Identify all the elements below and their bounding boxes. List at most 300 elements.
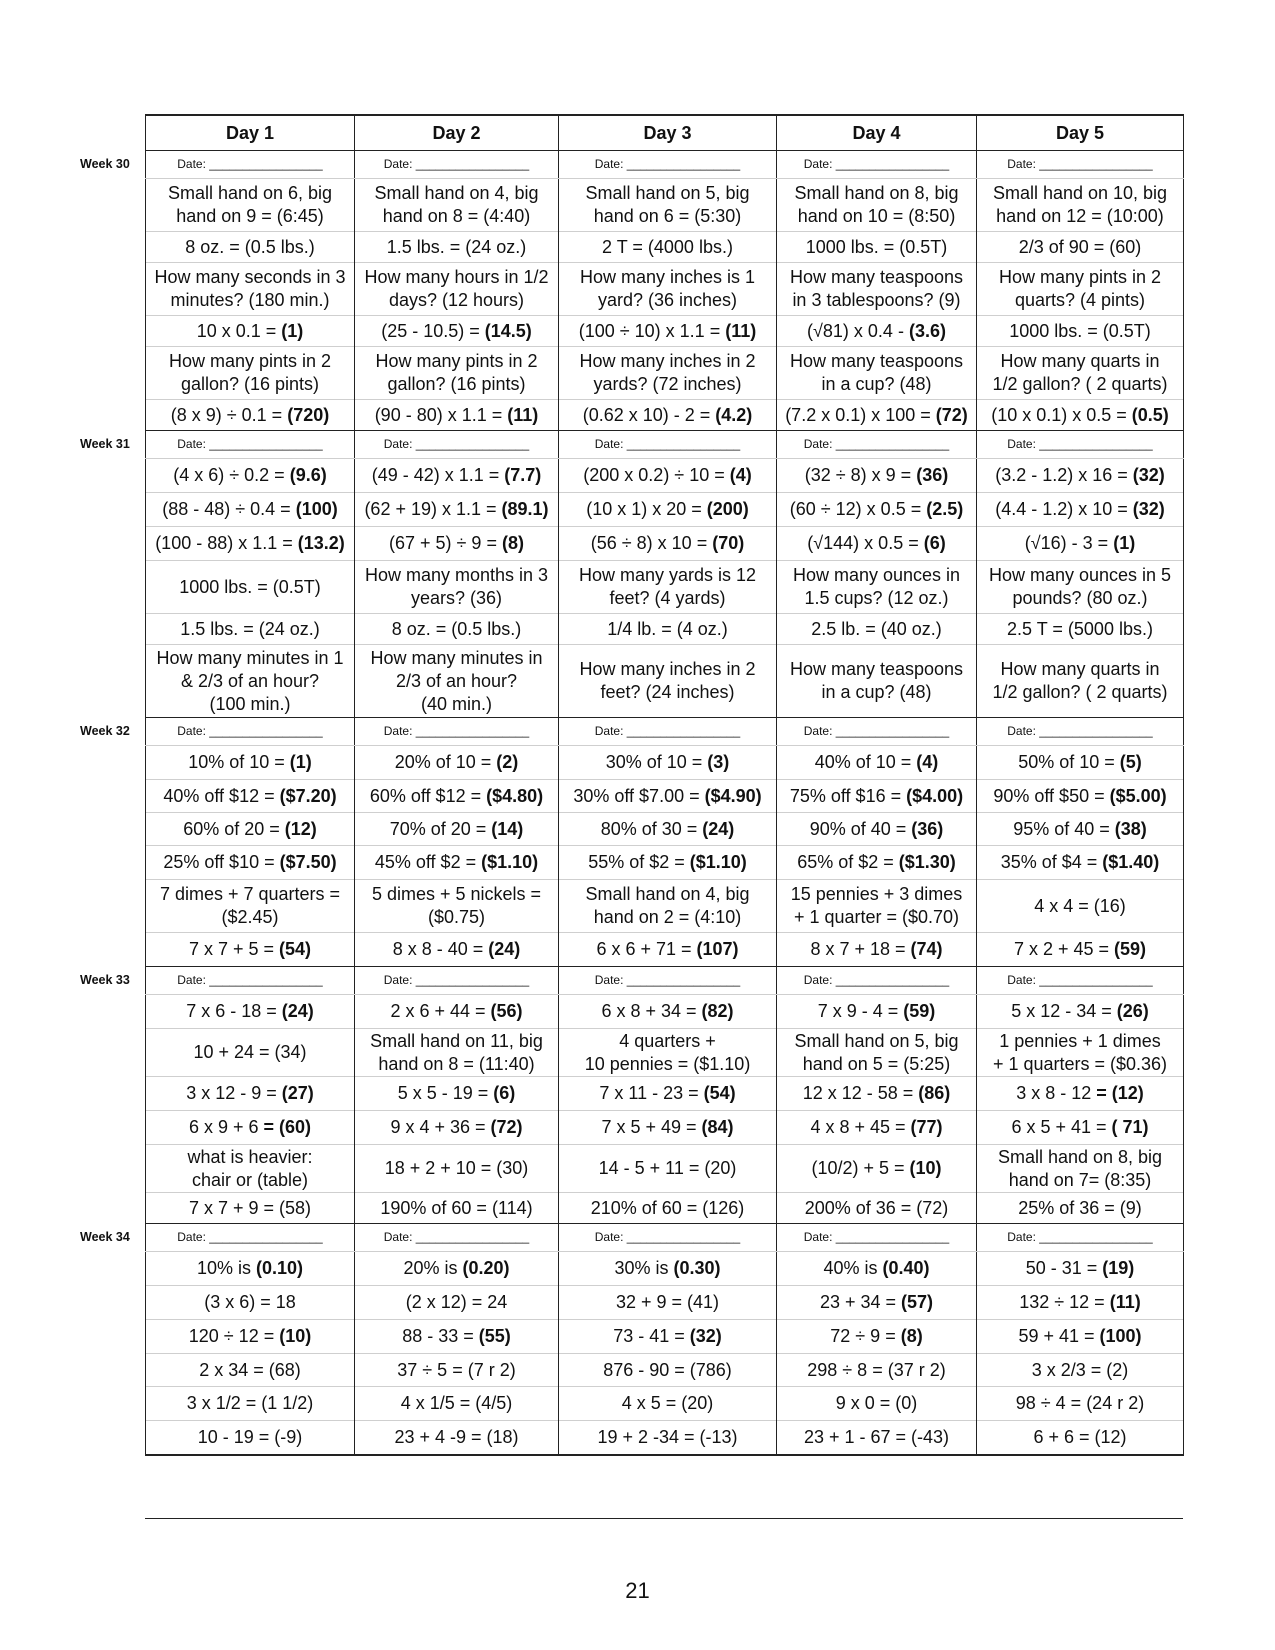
date-field[interactable]: Date: _________________ [1007, 157, 1153, 171]
answer-text: = (12) [1096, 1083, 1144, 1103]
date-field[interactable]: Date: _________________ [803, 437, 950, 451]
problem-row [146, 561, 1184, 614]
answer-text: (100) [1099, 1326, 1142, 1346]
date-cell [977, 718, 1184, 746]
problem-text: 8 oz. = (0.5 lbs.) [185, 236, 315, 257]
problem-text: 30% off $7.00 = [573, 785, 705, 806]
problem-text: 4 x 1/5 = (4/5) [400, 1393, 513, 1413]
date-field[interactable]: Date: _________________ [383, 157, 530, 171]
page-number: 21 [625, 1578, 650, 1603]
date-row [146, 1224, 1184, 1252]
problem-text: (32 ÷ 8) x 9 = [804, 465, 917, 485]
problem-cell [777, 1145, 977, 1193]
problem-cell [777, 813, 977, 846]
answer-text: (72) [490, 1117, 523, 1137]
problem-cell [977, 1421, 1184, 1456]
problem-text: 5 x 5 - 19 = [397, 1083, 494, 1103]
date-field[interactable]: Date: _________________ [803, 973, 950, 987]
problem-text: 5 dimes + 5 nickels = ($0.75) [371, 884, 542, 927]
problem-text: (4 x 6) ÷ 0.2 = [173, 465, 290, 485]
problem-text: 72 ÷ 9 = [830, 1326, 901, 1346]
problem-cell [559, 1320, 777, 1354]
problem-text: (√144) x 0.5 = [807, 533, 924, 553]
answer-text: (72) [935, 404, 968, 425]
problem-text: 7 x 11 - 23 = [599, 1083, 704, 1103]
date-cell [355, 718, 559, 746]
problem-row [146, 1111, 1184, 1145]
problem-cell [355, 316, 559, 347]
problem-row [146, 614, 1184, 645]
problem-cell [146, 614, 355, 645]
answer-text: (1) [1113, 533, 1136, 553]
week-label: Week 31 [80, 436, 130, 451]
problem-cell [146, 780, 355, 813]
date-field[interactable]: Date: _________________ [803, 724, 950, 738]
problem-cell [355, 645, 559, 718]
problem-cell [977, 780, 1184, 813]
problem-cell [777, 493, 977, 527]
problem-text: 98 ÷ 4 = (24 r 2) [1015, 1393, 1145, 1413]
problem-text: 10 + 24 = (34) [193, 1042, 307, 1062]
date-field[interactable]: Date: _________________ [383, 724, 530, 738]
problem-text: 876 - 90 = (786) [603, 1359, 732, 1380]
problem-cell [146, 645, 355, 718]
problem-text: 3 x 8 - 12 [1016, 1083, 1097, 1103]
answer-text: (720) [287, 404, 330, 425]
problem-text: 70% of 20 = [389, 818, 492, 839]
problem-row [146, 1286, 1184, 1320]
date-cell [977, 431, 1184, 459]
problem-text: 40% off $12 = [163, 785, 280, 806]
answer-text: (14) [491, 818, 524, 839]
answer-text: ($4.00) [906, 785, 964, 806]
problem-cell [559, 263, 777, 316]
problem-row [146, 995, 1184, 1029]
date-field[interactable]: Date: _________________ [1007, 973, 1153, 987]
problem-cell [355, 780, 559, 813]
problem-cell [146, 933, 355, 967]
problem-row [146, 347, 1184, 400]
problem-cell [559, 813, 777, 846]
problem-text: 4 x 5 = (20) [621, 1393, 714, 1413]
problem-cell [977, 1193, 1184, 1224]
problem-text: what is heavier: chair or (table) [187, 1146, 313, 1190]
problem-text: How many ounces in 1.5 cups? (12 oz.) [792, 565, 961, 608]
problem-cell [559, 1354, 777, 1387]
problem-cell [777, 1252, 977, 1286]
problem-cell [146, 1286, 355, 1320]
problem-text: How many ounces in 5 pounds? (80 oz.) [988, 565, 1172, 608]
answer-text: (3.6) [908, 320, 946, 341]
worksheet-table [145, 114, 1184, 1456]
header-day-5: Day 5 [977, 115, 1184, 151]
answer-text: (84) [701, 1117, 734, 1137]
answer-text: (13.2) [297, 533, 345, 553]
problem-row [146, 1145, 1184, 1193]
problem-cell [777, 1029, 977, 1077]
problem-cell [777, 316, 977, 347]
problem-text: 25% of 36 = (9) [1018, 1197, 1142, 1218]
problem-text: 6 x 9 + 6 [188, 1117, 264, 1137]
date-field[interactable]: Date: _________________ [803, 1230, 950, 1244]
problem-cell [355, 1077, 559, 1111]
answer-text: (100) [295, 499, 338, 519]
problem-cell [559, 561, 777, 614]
problem-cell [355, 1029, 559, 1077]
problem-cell [977, 1252, 1184, 1286]
problem-cell [355, 1320, 559, 1354]
problem-text: Small hand on 4, big hand on 8 = (4:40) [374, 183, 539, 226]
date-cell [146, 1224, 355, 1252]
problem-text: 30% is [614, 1258, 674, 1278]
answer-text: (36) [911, 818, 944, 839]
problem-row [146, 493, 1184, 527]
answer-text: ($1.10) [481, 852, 539, 872]
problem-row [146, 1421, 1184, 1456]
date-field[interactable]: Date: _________________ [177, 724, 323, 738]
problem-row [146, 400, 1184, 431]
problem-cell [559, 1145, 777, 1193]
problem-text: 1/4 lb. = (4 oz.) [607, 618, 728, 639]
problem-cell [777, 846, 977, 880]
problem-text: 75% off $16 = [789, 785, 907, 806]
problem-cell [559, 1286, 777, 1320]
answer-text: (0.30) [673, 1258, 721, 1278]
date-field[interactable]: Date: _________________ [803, 157, 950, 171]
problem-text: (56 ÷ 8) x 10 = [590, 533, 713, 553]
problem-row [146, 1387, 1184, 1421]
date-cell [355, 967, 559, 995]
problem-cell [977, 1286, 1184, 1320]
problem-text: 3 x 1/2 = (1 1/2) [186, 1393, 314, 1413]
problem-text: 298 ÷ 8 = (37 r 2) [807, 1359, 946, 1380]
problem-cell [146, 527, 355, 561]
answer-text: (82) [701, 1001, 734, 1021]
problem-cell [977, 232, 1184, 263]
problem-cell [777, 527, 977, 561]
problem-text: 10% is [196, 1258, 256, 1278]
date-field[interactable]: Date: _________________ [177, 157, 323, 171]
problem-text: 12 x 12 - 58 = [802, 1083, 919, 1103]
answer-text: (59) [903, 1001, 936, 1021]
problem-text: Small hand on 5, big hand on 5 = (5:25) [794, 1030, 959, 1074]
problem-cell [355, 746, 559, 780]
answer-text: (9.6) [289, 465, 327, 485]
answer-text: (4.2) [715, 404, 753, 425]
problem-cell [977, 995, 1184, 1029]
problem-text: Small hand on 11, big hand on 8 = (11:40) [370, 1030, 543, 1074]
date-cell [777, 1224, 977, 1252]
problem-text: 65% of $2 = [797, 852, 899, 872]
problem-text: 6 + 6 = (12) [1033, 1427, 1127, 1447]
problem-text: (25 - 10.5) = [381, 320, 485, 341]
problem-cell [146, 1354, 355, 1387]
problem-cell [146, 995, 355, 1029]
problem-row [146, 1354, 1184, 1387]
problem-text: (49 - 42) x 1.1 = [371, 465, 505, 485]
problem-text: 8 x 8 - 40 = [392, 939, 489, 959]
problem-cell [559, 995, 777, 1029]
problem-cell [777, 880, 977, 933]
problem-text: How many yards is 12 feet? (4 yards) [578, 565, 757, 608]
week-label: Week 30 [80, 156, 130, 171]
problem-text: 1000 lbs. = (0.5T) [1009, 320, 1151, 341]
problem-text: 40% of 10 = [814, 752, 917, 772]
answer-text: ($7.20) [279, 785, 337, 806]
problem-text: 32 + 9 = (41) [615, 1292, 720, 1312]
problem-cell [355, 1387, 559, 1421]
date-cell [977, 151, 1184, 179]
date-field[interactable]: Date: _________________ [383, 973, 530, 987]
problem-text: 15 pennies + 3 dimes + 1 quarter = ($0.70) [790, 884, 963, 927]
problem-text: 59 + 41 = [1018, 1326, 1100, 1346]
problem-cell [559, 614, 777, 645]
date-field[interactable]: Date: _________________ [177, 437, 323, 451]
problem-text: 120 ÷ 12 = [188, 1326, 280, 1346]
problem-cell [977, 1029, 1184, 1077]
problem-cell [777, 561, 977, 614]
date-cell [559, 431, 777, 459]
problem-cell [559, 1421, 777, 1456]
problem-cell [355, 813, 559, 846]
problem-text: (0.62 x 10) - 2 = [582, 404, 716, 425]
answer-text: (5) [1119, 752, 1142, 772]
answer-text: (59) [1114, 939, 1147, 959]
problem-text: 18 + 2 + 10 = (30) [384, 1158, 529, 1178]
date-field[interactable]: Date: _________________ [383, 437, 530, 451]
problem-text: 2 x 6 + 44 = [390, 1001, 491, 1021]
problem-text: 80% of 30 = [600, 818, 703, 839]
problem-cell [355, 459, 559, 493]
problem-cell [146, 1421, 355, 1456]
problem-text: How many teaspoons in a cup? (48) [789, 659, 964, 702]
date-row [146, 718, 1184, 746]
answer-text: (14.5) [484, 320, 532, 341]
problem-text: 20% is [403, 1258, 463, 1278]
problem-text: 23 + 34 = [819, 1292, 902, 1312]
problem-text: How many pints in 2 gallon? (16 pints) [375, 351, 538, 394]
problem-cell [977, 263, 1184, 316]
problem-text: 90% off $50 = [993, 785, 1110, 806]
problem-cell [977, 846, 1184, 880]
answer-text: (2) [496, 752, 519, 772]
week-label: Week 33 [80, 972, 130, 987]
problem-cell [977, 880, 1184, 933]
problem-cell [777, 933, 977, 967]
problem-cell [355, 561, 559, 614]
problem-text: How many inches in 2 feet? (24 inches) [579, 659, 756, 702]
problem-text: 23 + 4 -9 = (18) [394, 1427, 519, 1447]
date-field[interactable]: Date: _________________ [594, 1230, 741, 1244]
problem-cell [355, 1354, 559, 1387]
problem-cell [777, 995, 977, 1029]
answer-text: (2.5) [926, 499, 964, 519]
answer-text: ($1.40) [1102, 852, 1160, 872]
date-cell [777, 151, 977, 179]
answer-text: (6) [493, 1083, 516, 1103]
problem-cell [559, 232, 777, 263]
problem-cell [355, 1193, 559, 1224]
date-cell [559, 718, 777, 746]
problem-cell [977, 459, 1184, 493]
problem-cell [777, 614, 977, 645]
problem-cell [559, 459, 777, 493]
date-field[interactable]: Date: _________________ [383, 1230, 530, 1244]
problem-text: 1.5 lbs. = (24 oz.) [180, 618, 320, 639]
problem-text: 1000 lbs. = (0.5T) [179, 576, 321, 597]
problem-cell [146, 1145, 355, 1193]
problem-row [146, 846, 1184, 880]
answer-text: (1) [289, 752, 312, 772]
answer-text: = (60) [263, 1117, 312, 1137]
problem-text: Small hand on 6, big hand on 9 = (6:45) [167, 183, 333, 226]
problem-text: 1.5 lbs. = (24 oz.) [386, 236, 527, 257]
problem-cell [977, 561, 1184, 614]
answer-text: (0.20) [462, 1258, 510, 1278]
answer-text: (24) [281, 1001, 314, 1021]
problem-row [146, 179, 1184, 232]
problem-row [146, 645, 1184, 718]
problem-text: (3.2 - 1.2) x 16 = [995, 465, 1133, 485]
date-row [146, 967, 1184, 995]
date-cell [355, 431, 559, 459]
problem-cell [559, 880, 777, 933]
date-cell [146, 151, 355, 179]
date-cell [146, 718, 355, 746]
date-row [146, 431, 1184, 459]
problem-cell [977, 933, 1184, 967]
problem-cell [559, 746, 777, 780]
problem-cell [977, 527, 1184, 561]
answer-text: (77) [910, 1117, 943, 1137]
problem-cell [977, 1077, 1184, 1111]
problem-cell [355, 1286, 559, 1320]
problem-cell [146, 400, 355, 431]
answer-text: (86) [918, 1083, 951, 1103]
problem-cell [977, 493, 1184, 527]
problem-cell [777, 780, 977, 813]
problem-text: 40% is [823, 1258, 883, 1278]
problem-cell [559, 780, 777, 813]
problem-cell [146, 880, 355, 933]
problem-row [146, 1193, 1184, 1224]
problem-cell [146, 1077, 355, 1111]
problem-cell [559, 400, 777, 431]
problem-text: 10 x 0.1 = [196, 320, 282, 341]
problem-text: 2.5 lb. = (40 oz.) [811, 618, 942, 639]
answer-text: (0.40) [882, 1258, 930, 1278]
problem-row [146, 813, 1184, 846]
date-cell [355, 1224, 559, 1252]
date-field[interactable]: Date: _________________ [1007, 724, 1153, 738]
problem-text: (10 x 1) x 20 = [586, 499, 707, 519]
problem-cell [777, 1421, 977, 1456]
date-field[interactable]: Date: _________________ [1007, 437, 1153, 451]
problem-cell [355, 232, 559, 263]
problem-cell [146, 263, 355, 316]
problem-row [146, 1077, 1184, 1111]
problem-cell [146, 179, 355, 232]
problem-text: How many seconds in 3 minutes? (180 min.) [154, 267, 346, 310]
date-row [146, 151, 1184, 179]
problem-cell [559, 645, 777, 718]
problem-cell [777, 1387, 977, 1421]
problem-cell [777, 459, 977, 493]
date-cell [977, 967, 1184, 995]
date-field[interactable]: Date: _________________ [594, 437, 741, 451]
problem-cell [559, 1077, 777, 1111]
problem-text: How many hours in 1/2 days? (12 hours) [364, 267, 549, 310]
problem-cell [777, 645, 977, 718]
problem-cell [977, 400, 1184, 431]
problem-text: 7 x 7 + 9 = (58) [188, 1197, 312, 1218]
problem-cell [146, 846, 355, 880]
answer-text: (55) [478, 1326, 511, 1346]
date-field[interactable]: Date: _________________ [594, 724, 741, 738]
answer-text: (89.1) [501, 499, 549, 519]
problem-cell [977, 1354, 1184, 1387]
problem-row [146, 459, 1184, 493]
problem-text: 6 x 8 + 34 = [601, 1001, 702, 1021]
problem-cell [777, 263, 977, 316]
problem-text: How many quarts in 1/2 gallon? ( 2 quarts) [992, 659, 1168, 702]
answer-text: (12) [284, 818, 317, 839]
problem-text: 8 oz. = (0.5 lbs.) [391, 618, 522, 639]
problem-text: 7 x 2 + 45 = [1013, 939, 1115, 959]
problem-text: (88 - 48) ÷ 0.4 = [162, 499, 296, 519]
problem-cell [977, 746, 1184, 780]
problem-cell [559, 1111, 777, 1145]
date-field[interactable]: Date: _________________ [594, 973, 741, 987]
problem-text: 5 x 12 - 34 = [1011, 1001, 1117, 1021]
answer-text: ($4.80) [486, 785, 544, 806]
problem-text: How many pints in 2 gallon? (16 pints) [168, 351, 332, 394]
date-field[interactable]: Date: _________________ [177, 1230, 323, 1244]
problem-text: 4 quarters + 10 pennies = ($1.10) [584, 1030, 751, 1074]
problem-text: 2/3 of 90 = (60) [1018, 236, 1142, 257]
answer-text: (0.5) [1131, 404, 1169, 425]
problem-text: 30% of 10 = [605, 752, 708, 772]
problem-text: 1 pennies + 1 dimes + 1 quarters = ($0.36) [992, 1030, 1168, 1074]
problem-text: 73 - 41 = [613, 1326, 690, 1346]
problem-row [146, 263, 1184, 316]
problem-cell [146, 1111, 355, 1145]
problem-cell [355, 347, 559, 400]
header-day-1: Day 1 [146, 115, 355, 151]
problem-cell [146, 746, 355, 780]
problem-text: How many pints in 2 quarts? (4 pints) [998, 267, 1162, 310]
problem-row [146, 880, 1184, 933]
date-field[interactable]: Date: _________________ [1007, 1230, 1153, 1244]
date-cell [146, 431, 355, 459]
date-field[interactable]: Date: _________________ [177, 973, 323, 987]
answer-text: (200) [706, 499, 749, 519]
problem-text: (2 x 12) = 24 [405, 1292, 508, 1312]
problem-cell [355, 1145, 559, 1193]
problem-cell [977, 813, 1184, 846]
date-field[interactable]: Date: _________________ [594, 157, 741, 171]
problem-text: 55% of $2 = [588, 852, 690, 872]
date-cell [355, 151, 559, 179]
problem-row [146, 316, 1184, 347]
date-cell [559, 151, 777, 179]
week-label: Week 34 [80, 1229, 130, 1244]
problem-cell [355, 933, 559, 967]
answer-text: (11) [725, 320, 757, 341]
problem-cell [559, 1193, 777, 1224]
problem-text: 2 T = (4000 lbs.) [602, 236, 733, 257]
problem-cell [977, 316, 1184, 347]
